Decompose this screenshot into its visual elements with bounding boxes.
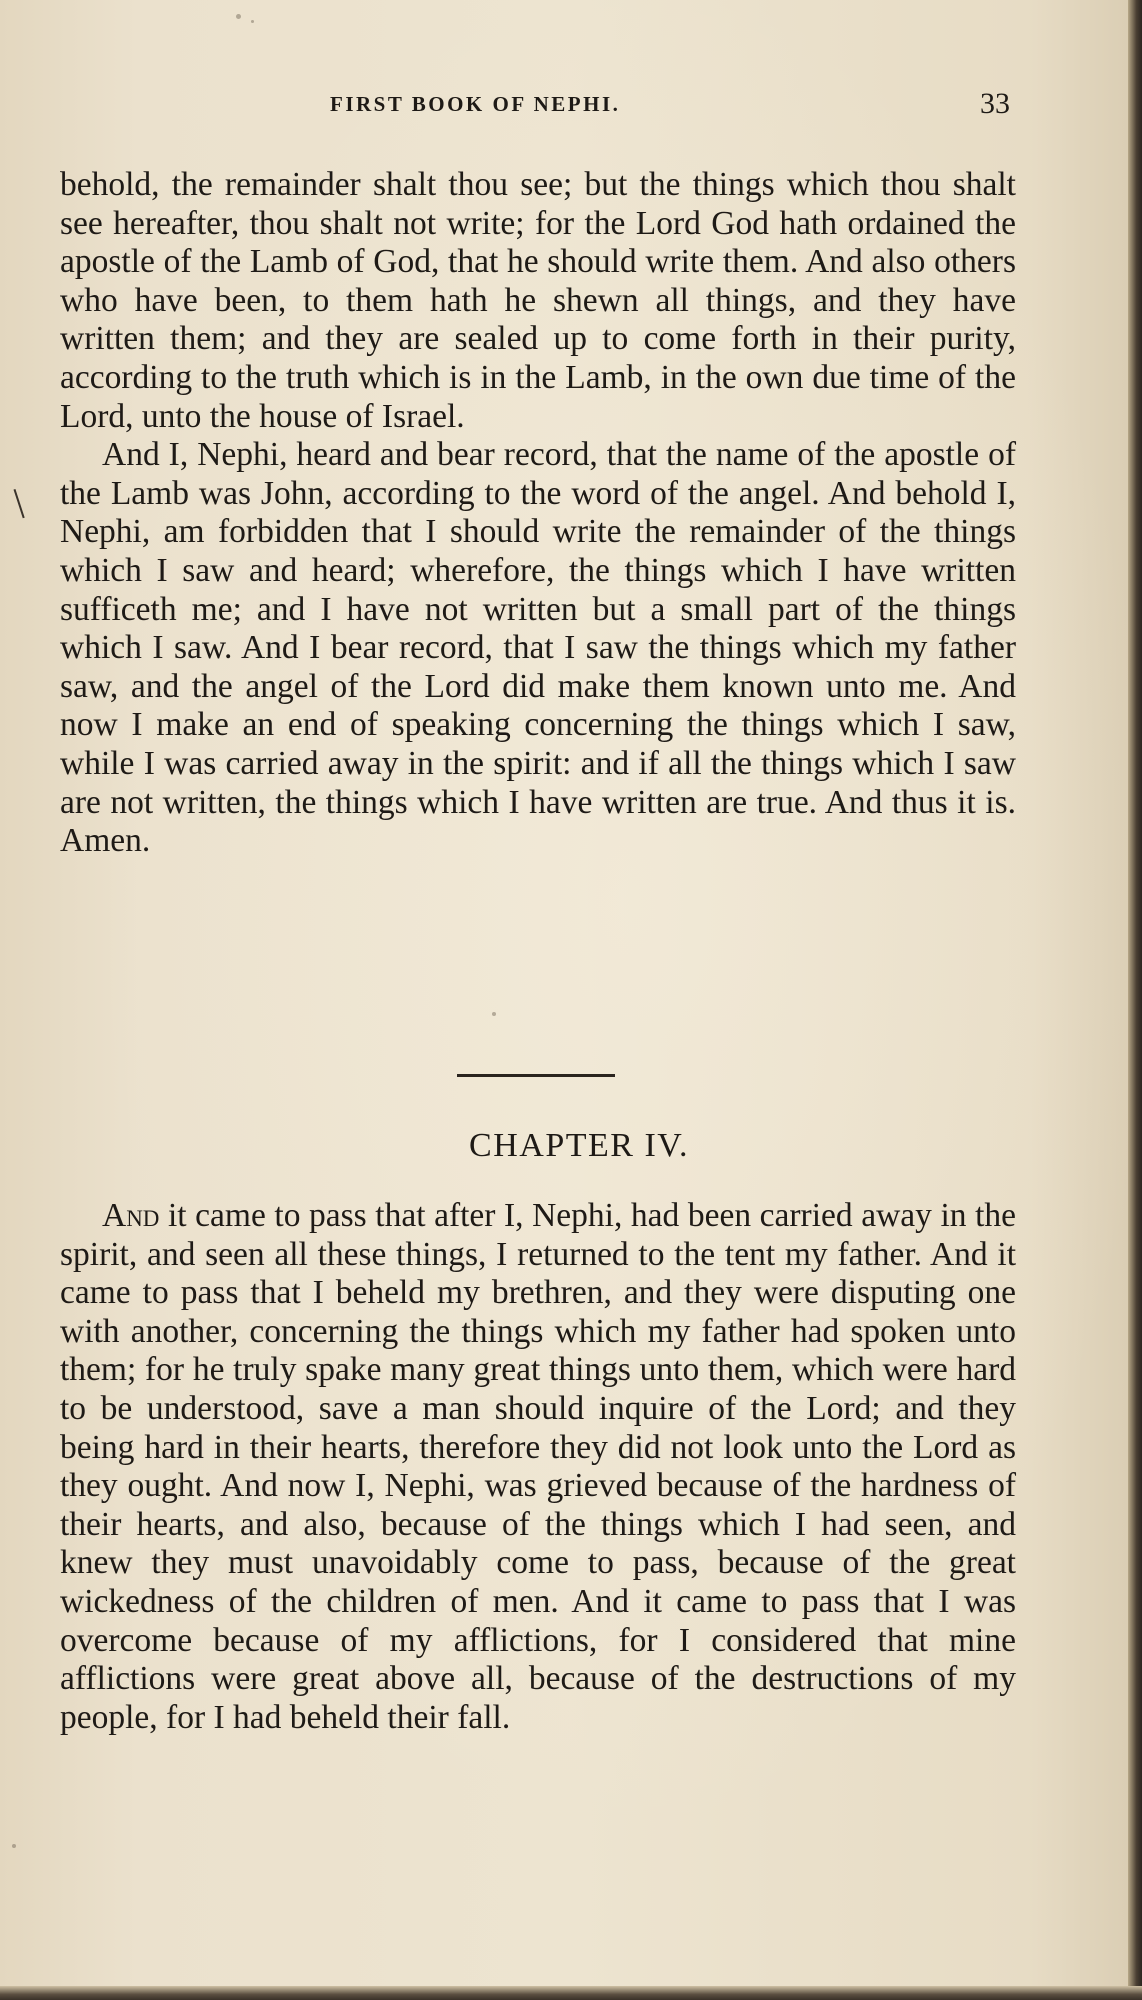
text-block-continuation [60, 166, 1016, 861]
ink-speck [492, 1012, 496, 1016]
chapter-paragraph-text: it came to pass that after I, Nephi, had been carried away in the spirit, and seen all these things, I returned to the tent my father. And it came to pass that I beheld my brethren, and they were disputing one with another, concerning the things which my father had spoken unto them; for he truly spake many great things unto them, which were hard to be understood, save a man should inquire of the Lord; and they being hard in their hearts, therefore they did not look unto the Lord as they ought. And now I, Nephi, was grieved because of the hardness of their hearts, and also, because of the things which I had seen, and knew they must unavoidably come to pass, because of the great wickedness of the children of men. And it came to pass that I was overcome because of my afflictions, for I considered that mine afflictions were great above all, because of the destructions of my people, for I had beheld their fall. [60, 1197, 1016, 1736]
running-head: FIRST BOOK OF NEPHI. [330, 92, 621, 116]
ink-speck [12, 1844, 16, 1848]
page-edge-right [1128, 0, 1142, 2000]
section-divider-rule [457, 1074, 615, 1077]
chapter-paragraph [60, 1197, 1016, 1737]
text-block-chapter [60, 1197, 1016, 1737]
paragraph-continued: behold, the remainder shalt thou see; but the things which thou shalt see hereafter, thou shalt not write; for the Lord God hath ordained the apostle of the Lamb of God, that he should write them. And also others who have been, to them hath he shewn all things, and they have written them; and they are sealed up to come forth in their purity, according to the truth which is in the Lamb, in the own due time of the Lord, unto the house of Israel. [60, 166, 1016, 435]
ink-speck [251, 20, 254, 23]
margin-pencil-mark [14, 488, 29, 518]
page-number: 33 [980, 87, 1010, 120]
ink-speck [236, 14, 241, 19]
paragraph-record: And I, Nephi, heard and bear record, that the name of the apostle of the Lamb was John, according to the word of the angel. And behold I, Nephi, am forbidden that I should write the remainder of the things which I saw and heard; wherefore, the things which I have written sufficeth me; and I have not written but a small part of the things which I saw. And I bear record, that I saw the things which my father saw, and the angel of the Lord did make them known unto me. And now I make an end of speaking concerning the things which I saw, while I was carried away in the spirit: and if all the things which I saw are not written, the things which I have written are true. And thus it is. Amen. [60, 436, 1016, 860]
chapter-heading: CHAPTER IV. [469, 1127, 689, 1164]
page-edge-bottom [0, 1986, 1142, 2000]
lead-word: And [102, 1197, 160, 1234]
